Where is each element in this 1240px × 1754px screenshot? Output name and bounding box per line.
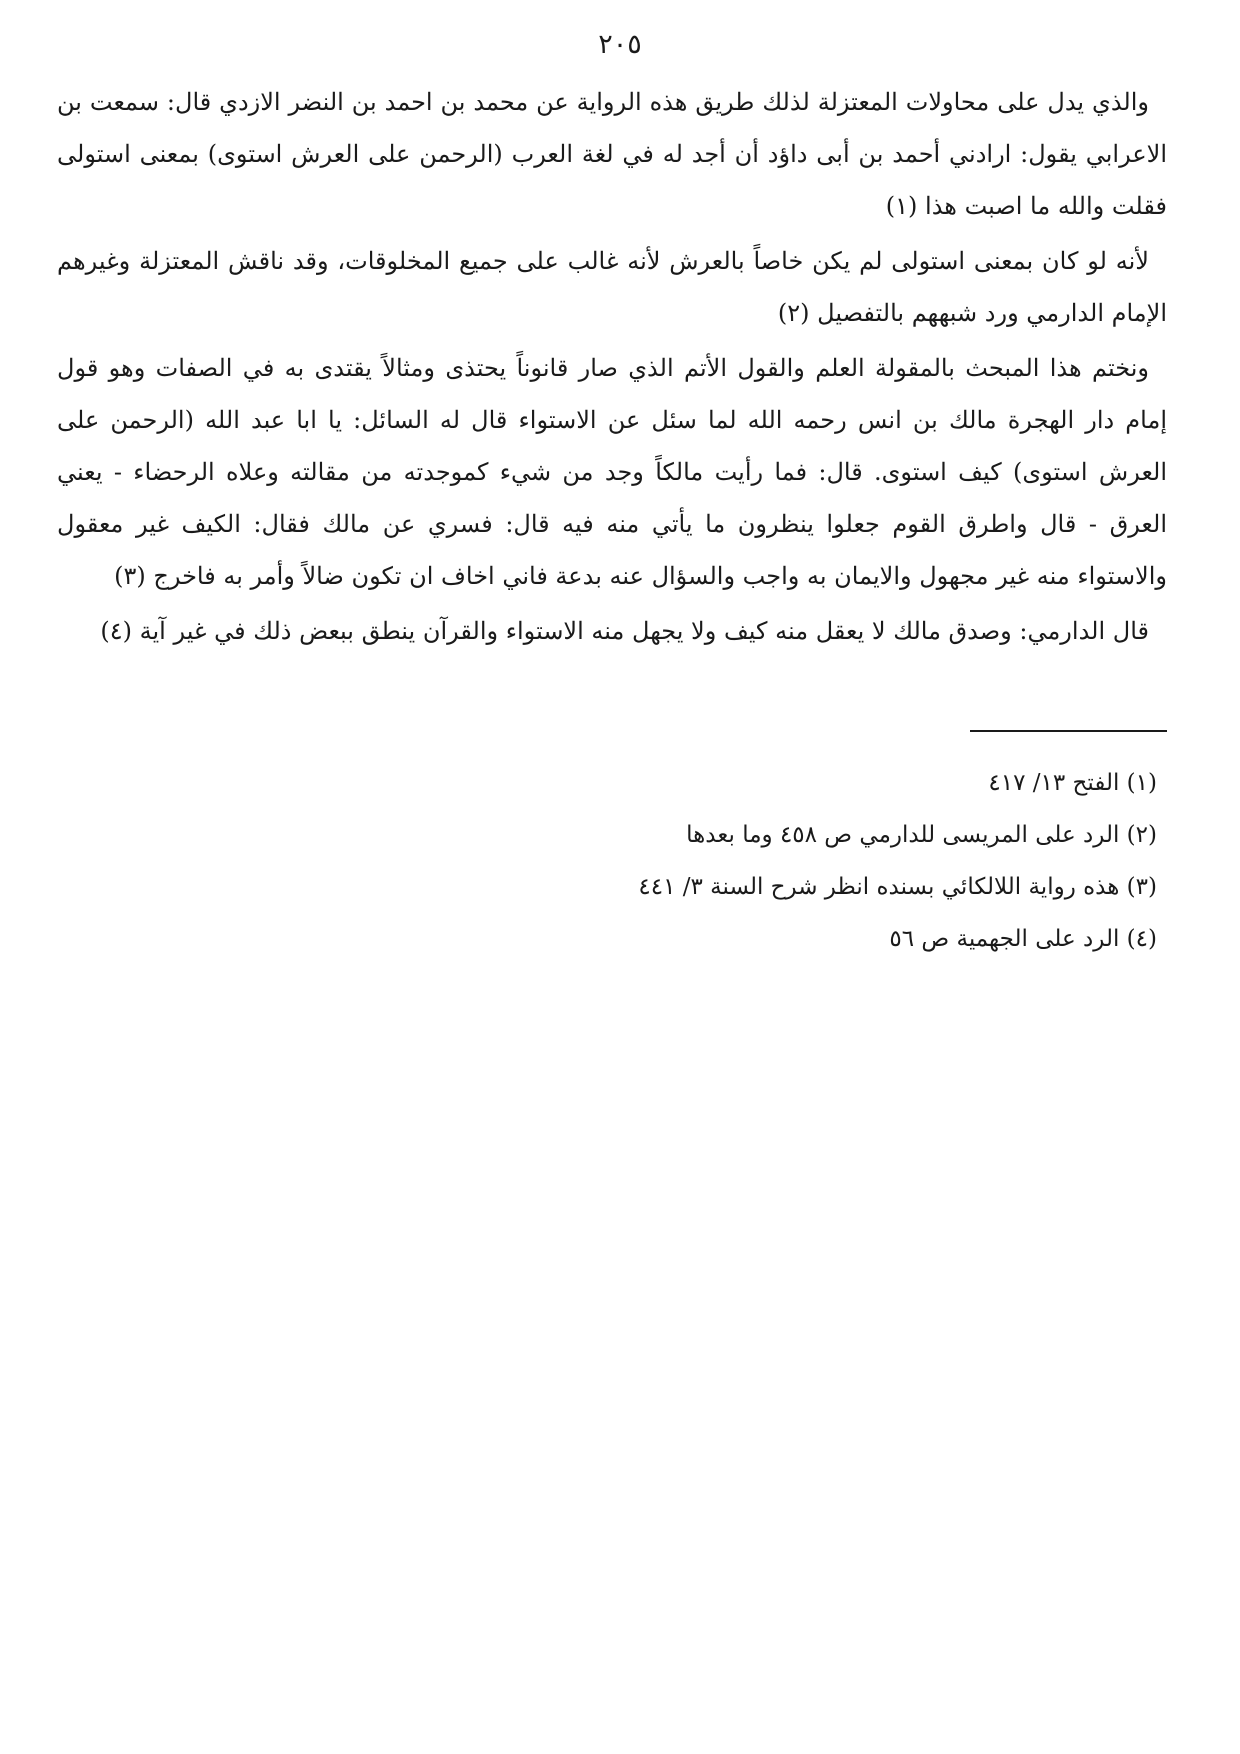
paragraph-4: قال الدارمي: وصدق مالك لا يعقل منه كيف ولا يجهل منه الاستواء والقرآن ينطق ببعض ذلك في غير آية (٤) bbox=[100, 617, 1149, 645]
paragraph-3: ونختم هذا المبحث بالمقولة العلم والقول الأتم الذي صار قانوناً يحتذى ومثالاً يقتدى به في الصفات وهو قول إمام دار الهجرة مالك بن انس رحمه الله لما سئل عن الاستواء قال له السائل: يا ابا عبد الله (الرحمن على العرش استوى) كيف استوى. قال: فما رأيت مالكاً وجد من شيء كموجدته من مقالته وعلاه الرحضاء - يعني العرق - قال واطرق القوم جعلوا ينظرون ما يأتي منه فيه قال: فسري عن مالك فقال: الكيف غير معقول والاستواء منه غير مجهول والايمان به واجب والسؤال عنه بدعة فاني اخاف ان تكون ضالاً وأمر به فاخرج (٣) bbox=[57, 354, 1168, 590]
footnote-4: (٤) الرد على الجهمية ص ٥٦ bbox=[889, 926, 1157, 952]
footnotes bbox=[57, 757, 1167, 965]
footnote-divider bbox=[970, 730, 1167, 732]
main-text bbox=[57, 76, 1167, 660]
paragraph-2: لأنه لو كان بمعنى استولى لم يكن خاصاً بالعرش لأنه غالب على جميع المخلوقات، وقد ناقش المعتزلة وغيرهم الإمام الدارمي ورد شبههم بالتفصيل (٢) bbox=[57, 247, 1167, 327]
footnote-1: (١) الفتح ١٣/ ٤١٧ bbox=[988, 770, 1157, 796]
paragraph-1: والذي يدل على محاولات المعتزلة لذلك طريق هذه الرواية عن محمد بن احمد بن النضر الازدي قال: سمعت بن الاعرابي يقول: ارادني أحمد بن أبى داؤد أن أجد له في لغة العرب (الرحمن على العرش استوى) بمعنى استولى فقلت والله ما اصبت هذا (١) bbox=[57, 88, 1167, 220]
page-number: ٢٠٥ bbox=[598, 29, 642, 60]
footnote-3: (٣) هذه رواية اللالكائي بسنده انظر شرح السنة ٣/ ٤٤١ bbox=[638, 874, 1157, 900]
footnote-2: (٢) الرد على المريسى للدارمي ص ٤٥٨ وما بعدها bbox=[686, 822, 1157, 848]
